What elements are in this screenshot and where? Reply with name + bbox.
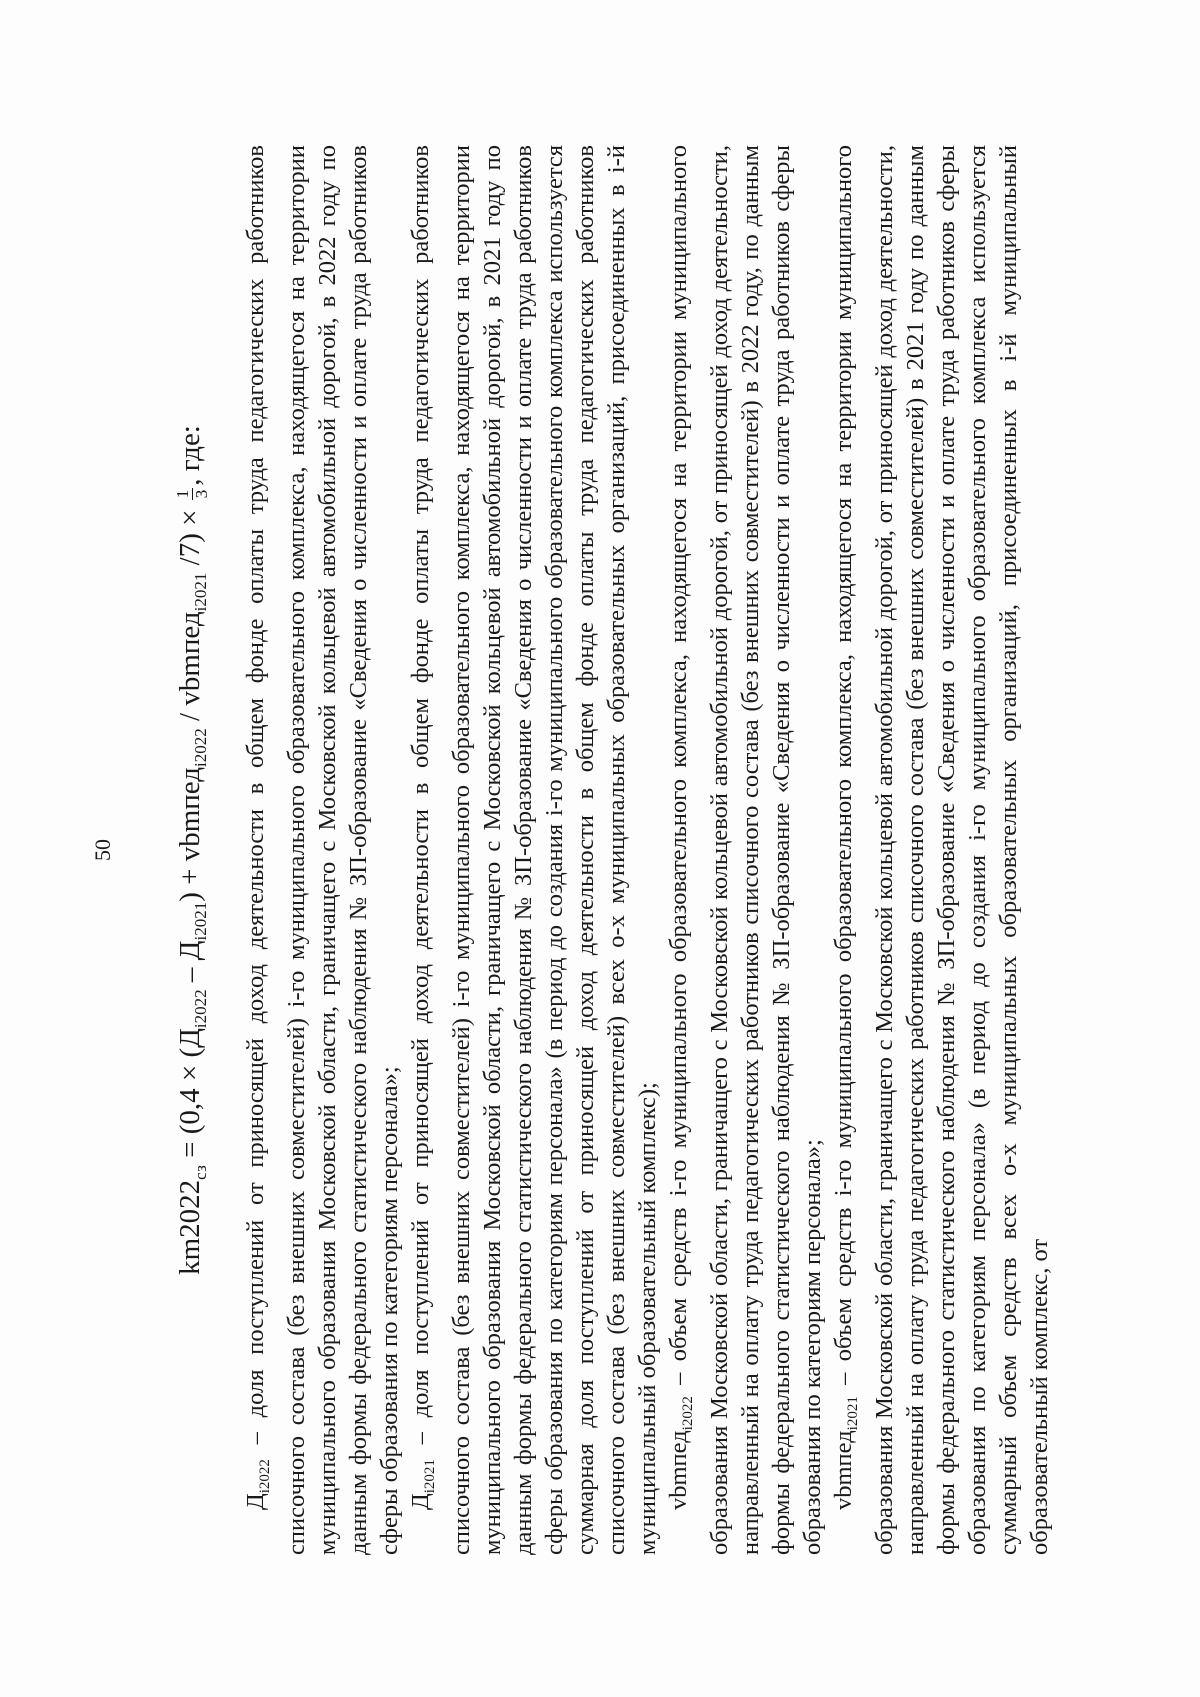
definition-term-sub: i2021 [421,1459,438,1494]
definition-term: Д [406,1493,434,1510]
formula-part2: – Д [174,940,206,990]
formula-sub3: i2022 [190,728,210,767]
definition-text: – доля поступлений от приносящей доход деятельности в общем фонде оплаты труда педагогических работников списочного состава (без внешних совместителей) i-го муниципального образовательного комплекса, находящегося на территории муниципального образования Московской области, граничащего с Московской кольцевой автомобильной дорогой, в 2022 году по данным формы федерального статистического наблюдения № ЗП-образование «Сведения о численности и оплате труда работников сферы образования по категориям персонала»; [242,145,403,1555]
definition-term: vbmпед [664,1430,692,1510]
formula-sub4: i2021 [190,572,210,612]
definition-paragraph [240,145,405,1555]
formula-part1: = (0,4 × (Д [174,1028,206,1166]
fraction-numerator: 1 [172,489,192,499]
body-text [240,145,1055,1555]
definition-paragraph [828,145,1055,1555]
definition-text: – объем средств i-го муниципального образовательного комплекса, находящегося на территории муниципального образования Московской области, граничащего с Московской кольцевой автомобильной дорогой, от приносящей доход деятельности, направленный на оплату труда педагогических работников списочного состава (без внешних совместителей) в 2022 году, по данным формы федерального статистического наблюдения № ЗП-образование «Сведения о численности и оплате труда работников сферы образования по категориям персонала»; [664,145,826,1555]
formula-part5: /7) × [174,502,206,573]
rotated-page-content [90,145,1053,1555]
formula-fraction [174,488,211,501]
definition-term-sub: i2022 [256,1459,273,1494]
page-number: 50 [90,839,115,861]
formula-tail: , где: [174,425,206,486]
definition-paragraph [663,145,828,1555]
formula [170,145,221,1555]
definition-term-sub: i2021 [844,1396,861,1431]
fraction-denominator: 3 [191,489,211,499]
definition-term-sub: i2022 [679,1396,696,1431]
definition-text: – доля поступлений от приносящей доход деятельности в общем фонде оплаты труда педагогических работников списочного состава (без внешних совместителей) i-го муниципального образовательного комплекса, находящегося на территории муниципального образования Московской области, граничащего с Московской кольцевой автомобильной дорогой, в 2021 году по данным формы федерального статистического наблюдения № ЗП-образование «Сведения о численности и оплате труда работников сферы образования по категориям персонала» (в период до создания i-го муниципального образовательного комплекса используется суммарная доля поступлений от приносящей доход деятельности в общем фонде оплаты труда педагогических работников списочного состава (без внешних совместителей) всех o-х муниципальных образовательных организаций, присоединенных в i-й муниципальный образовательный комплекс); [406,145,661,1555]
formula-lhs-sub: сз [190,1165,210,1180]
definition-paragraph [405,145,663,1555]
formula-part3: ) + vbmпед [174,766,206,902]
formula-lhs: km2022 [174,1179,206,1275]
formula-sub1: i2022 [190,989,210,1029]
definition-text: – объем средств i-го муниципального образовательного комплекса, находящегося на территории муниципального образования Московской области, граничащего с Московской кольцевой автомобильной дорогой, от приносящей доход деятельности, направленный на оплату труда педагогических работников списочного состава (без внешних совместителей) в 2021 году по данным формы федерального статистического наблюдения № ЗП-образование «Сведения о численности и оплате труда работников сферы образования по категориям персонала» (в период до создания i-го муниципального образовательного комплекса используется суммарный объем средств всех o-х муниципальных образовательных организаций, присоединенных в i-й муниципальный образовательный комплекс, от [829,145,1053,1555]
formula-sub2: i2021 [190,901,210,941]
definition-term: Д [242,1493,269,1510]
definition-term: vbmпед [829,1430,857,1510]
formula-part4: / vbmпед [174,611,206,729]
